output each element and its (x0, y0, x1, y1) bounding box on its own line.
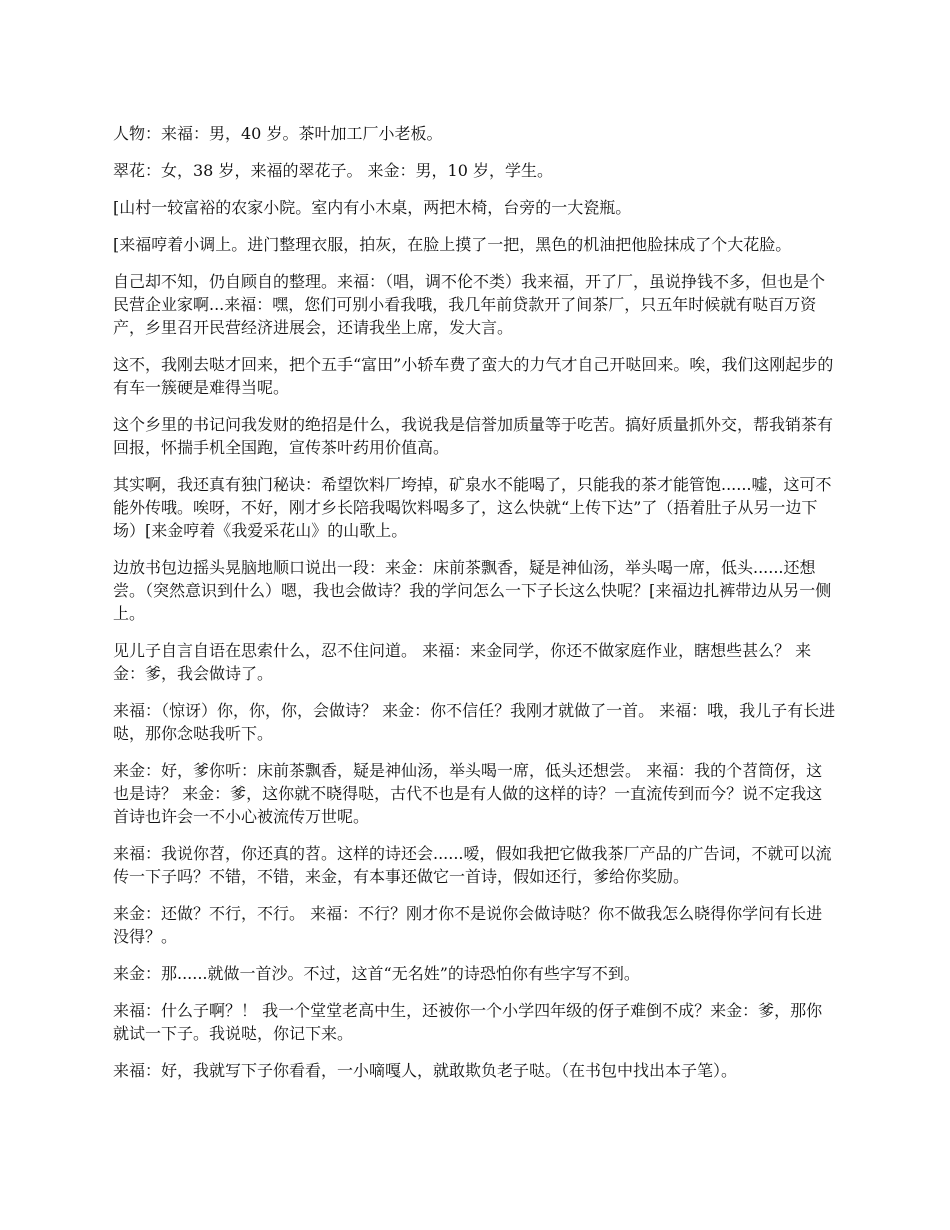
paragraph-dialogue: 见儿子自言自语在思索什么，忍不住问道。 来福：来金同学，你还不做家庭作业，瞎想些甚么？ 来金：爹，我会做诗了。 (113, 641, 812, 683)
document-page (113, 122, 838, 1096)
paragraph-dialogue: 来金：好，爹你听：床前茶飘香，疑是神仙汤，举头喝一席，低头还想尝。 来福：我的个苕筒伢，这也是诗？ 来金：爹，这你就不晓得哒，古代不也是有人做的这样的诗？一直流传到而今？说不定我这首诗也许会一不小心被流传万世呢。 (113, 761, 823, 826)
paragraph-stage-setting: [山村一较富裕的农家小院。室内有小木桌，两把木椅，台旁的一大瓷瓶。 (113, 198, 632, 217)
paragraph-characters-cuihua-laijin: 翠花：女，38 岁，来福的翠花子。 来金：男，10 岁，学生。 (113, 161, 553, 180)
paragraph-dialogue: 来福：什么子啊？！ 我一个堂堂老高中生，还被你一个小学四年级的伢子难倒不成？来金：爹，那你就试一下子。我说哒，你记下来。 (113, 1001, 823, 1043)
paragraph-characters-laifu: 人物：来福：男，40 岁。茶叶加工厂小老板。 (113, 124, 443, 143)
paragraph-stage-direction-entrance: [来福哼着小调上。进门整理衣服，拍灰，在脸上摸了一把，黑色的机油把他脸抹成了个大花脸。 (113, 235, 792, 254)
paragraph-dialogue: 来金：还做？不行，不行。 来福：不行？刚才你不是说你会做诗哒？你不做我怎么晓得你学问有长进没得？。 (113, 904, 823, 946)
paragraph-dialogue: 这个乡里的书记问我发财的绝招是什么，我说我是信誉加质量等于吃苦。搞好质量抓外交，帮我销茶有回报，怀揣手机全国跑，宣传茶叶药用价值高。 (113, 415, 834, 457)
paragraph-dialogue: 这不，我刚去哒才回来，把个五手“富田”小轿车费了蛮大的力气才自己开哒回来。唉，我们这刚起步的有车一簇硬是难得当呢。 (113, 355, 834, 397)
paragraph-dialogue: 自己却不知，仍自顾自的整理。来福：（唱，调不伦不类）我来福，开了厂，虽说挣钱不多，但也是个民营企业家啊...来福：嘿，您们可别小看我哦，我几年前贷款开了间茶厂，只五年时候就有哒百万资产，乡里召开民营经济进展会，还请我坐上席，发大言。 (113, 272, 826, 337)
paragraph-dialogue: 来福：我说你苕，你还真的苕。这样的诗还会......嗳，假如我把它做我茶厂产品的广告词，不就可以流传一下子吗？不错，不错，来金，有本事还做它一首诗，假如还行，爹给你奖励。 (113, 844, 832, 886)
paragraph-dialogue: 来福：好，我就写下子你看看，一小嘀嘎人，就敢欺负老子哒。（在书包中找出本子笔）。 (113, 1061, 738, 1080)
paragraph-dialogue: 其实啊，我还真有独门秘诀：希望饮料厂垮掉，矿泉水不能喝了，只能我的茶才能管饱......嘘，这可不能外传哦。唉呀，不好，刚才乡长陪我喝饮料喝多了，这么快就“上传下达”了（捂着肚子从另一边下场）[来金哼着《我爱采花山》的山歌上。 (113, 475, 832, 540)
paragraph-dialogue: 来金：那......就做一首沙。不过，这首“无名姓”的诗恐怕你有些字写不到。 (113, 964, 640, 983)
paragraph-dialogue: 来福：（惊讶）你，你，你，会做诗？ 来金：你不信任？我刚才就做了一首。 来福：哦，我儿子有长进哒，那你念哒我听下。 (113, 701, 836, 743)
paragraph-dialogue: 边放书包边摇头晃脑地顺口说出一段：来金：床前茶飘香，疑是神仙汤，举头喝一席，低头......还想尝。（突然意识到什么）嗯，我也会做诗？我的学问怎么一下子长这么快呢？[来福边扎裤带边从另一侧上。 (113, 558, 832, 623)
